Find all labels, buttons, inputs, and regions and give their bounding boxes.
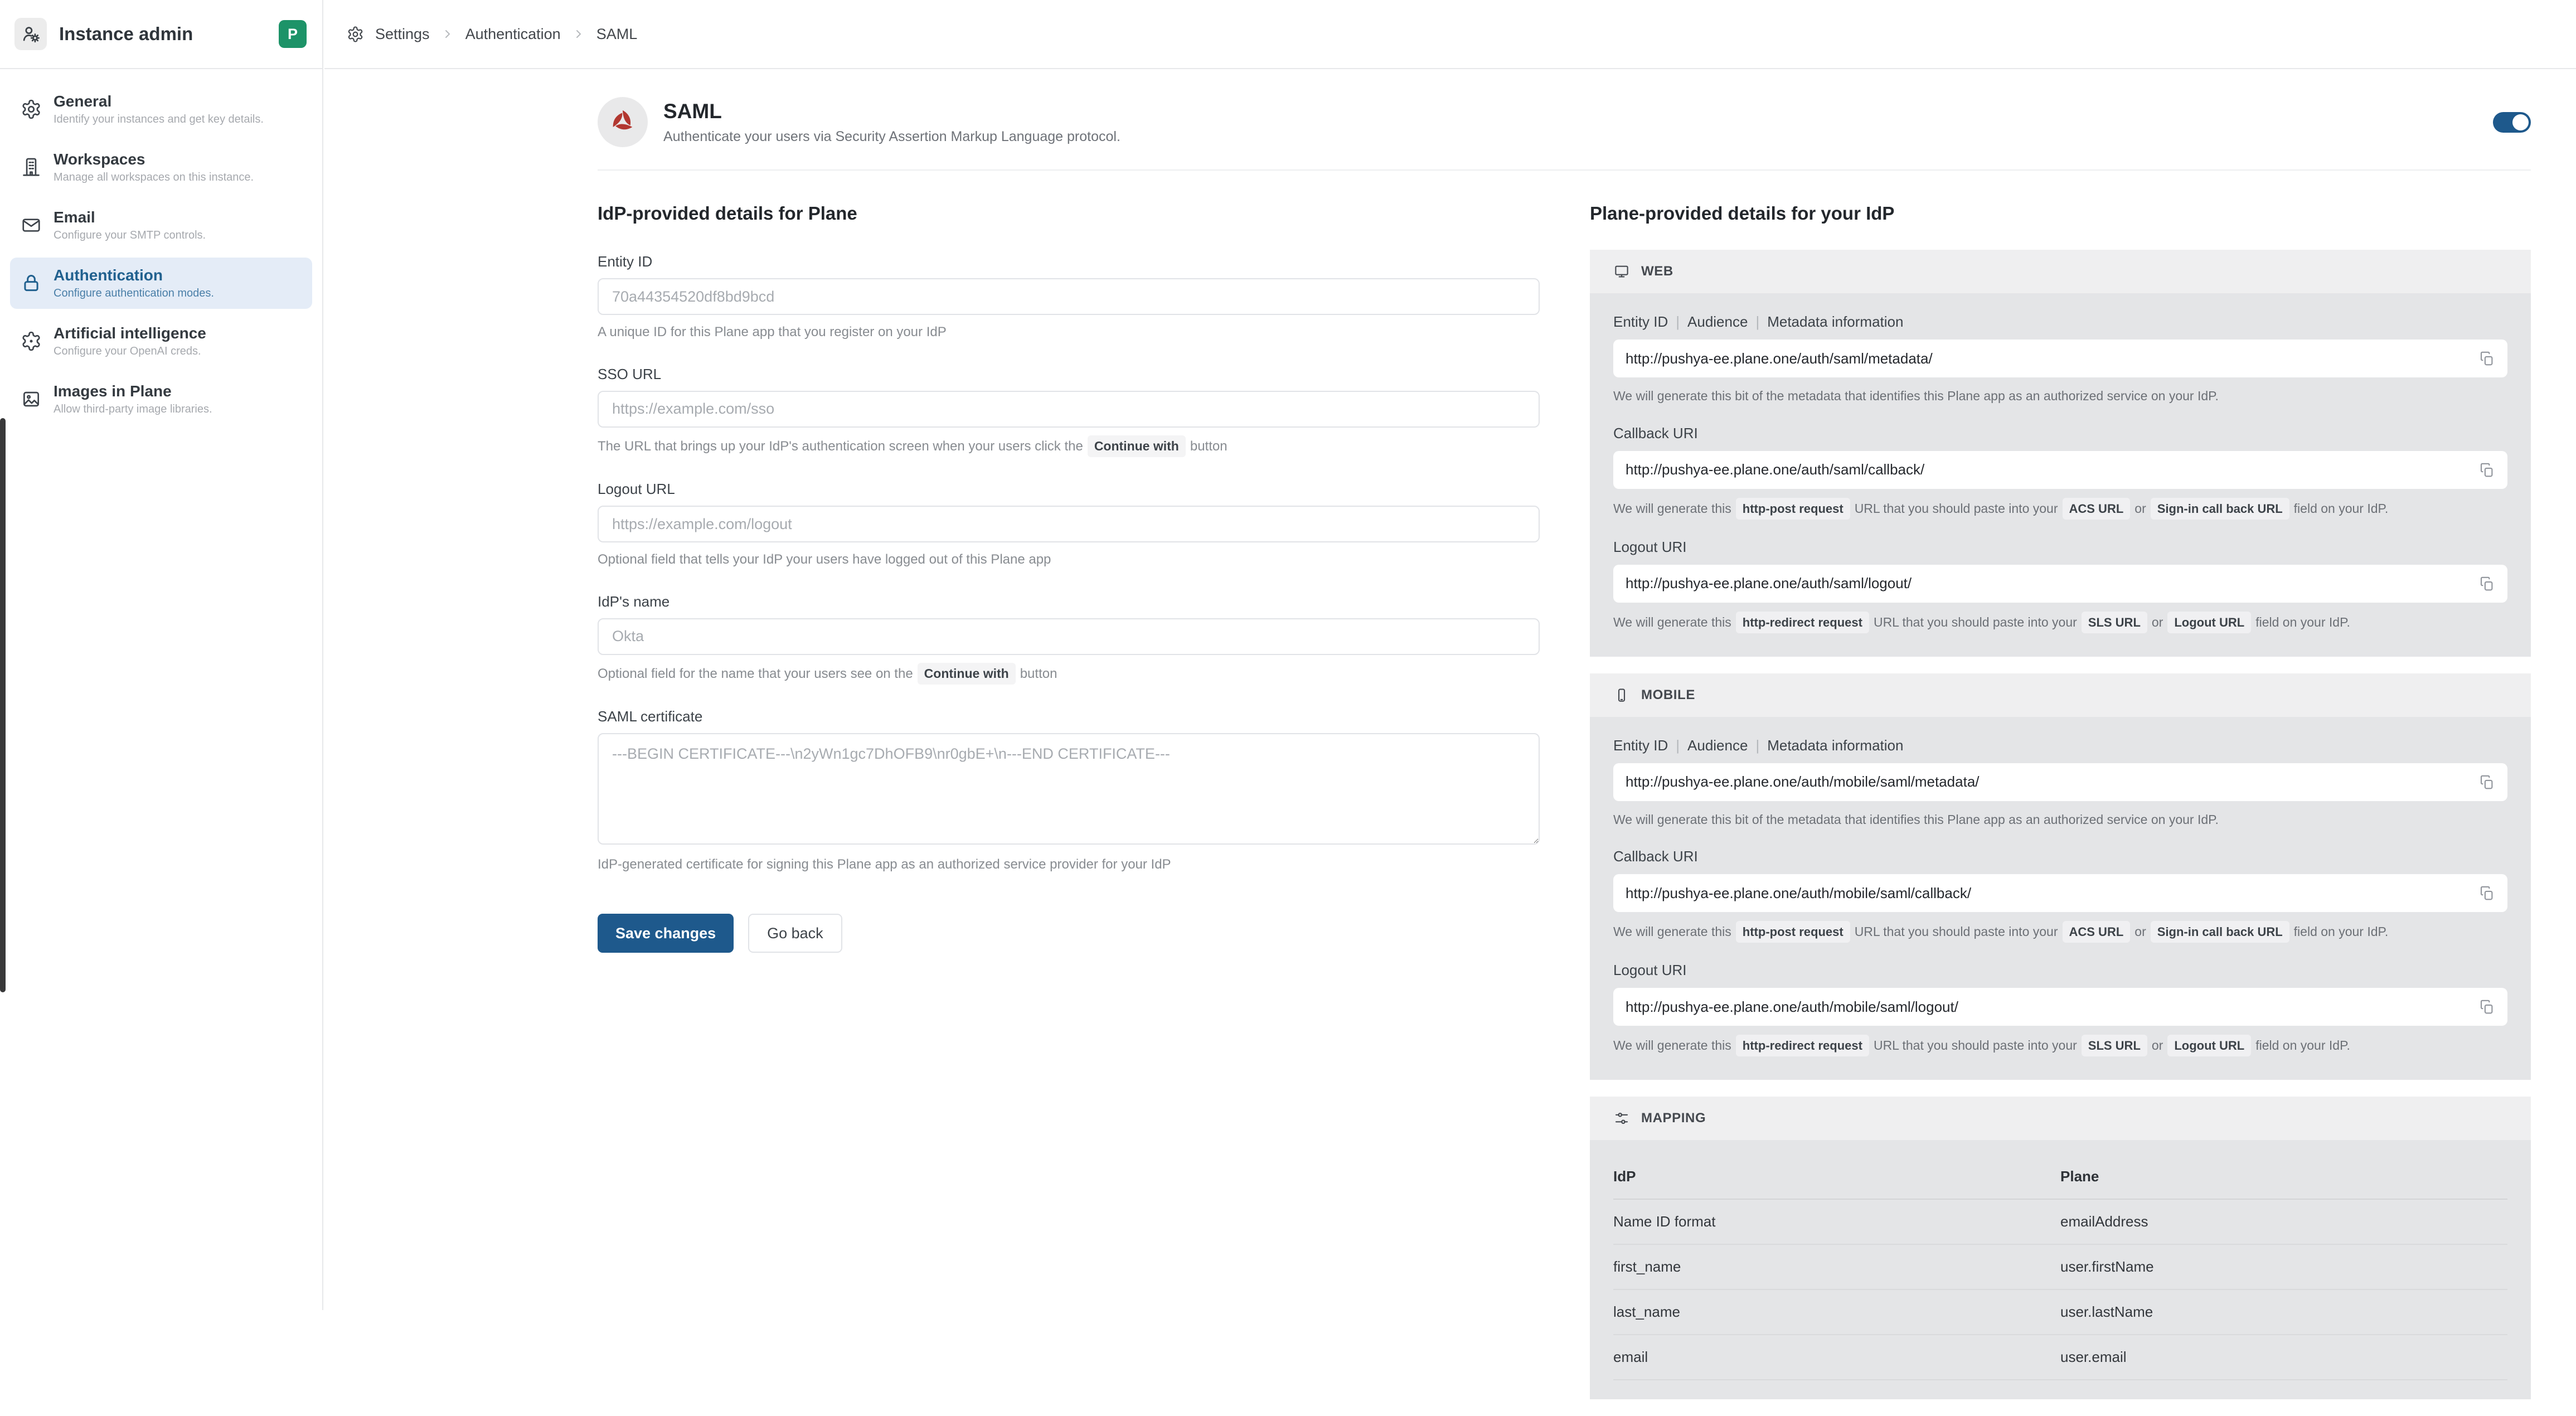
sidebar-item-images-in-plane[interactable] <box>10 374 312 425</box>
web-card-header <box>1590 250 2531 293</box>
monitor-icon <box>1613 263 1630 280</box>
breadcrumb-settings[interactable]: Settings <box>375 25 430 42</box>
mobile-entity-value-row <box>1613 763 2507 801</box>
plane-details-panel <box>1590 203 2531 1416</box>
sidebar-item-label: Artificial intelligence <box>54 324 206 342</box>
mobile-callback-label: Callback URI <box>1613 848 1698 865</box>
sidebar <box>0 0 323 1310</box>
idp-name-label: IdP's name <box>598 593 670 610</box>
sidebar-item-general[interactable] <box>10 84 312 135</box>
copy-icon[interactable] <box>2478 774 2495 791</box>
web-logout-help: We will generate this http-redirect request URL that you should paste into your SLS URL or Logout URL field on your IdP. <box>1613 612 2507 633</box>
sidebar-item-label: Images in Plane <box>54 382 172 400</box>
mobile-card-header <box>1590 673 2531 717</box>
web-entity-value-row <box>1613 340 2507 377</box>
sidebar-item-desc: Configure your SMTP controls. <box>54 229 206 241</box>
chevron-right-icon <box>441 27 454 41</box>
sso-url-input[interactable] <box>598 391 1540 428</box>
building-icon <box>19 157 43 178</box>
idp-name-input[interactable] <box>598 618 1540 655</box>
image-icon <box>19 389 43 410</box>
sidebar-item-label: Workspaces <box>54 151 145 168</box>
go-back-button[interactable]: Go back <box>748 914 842 953</box>
logout-url-input[interactable] <box>598 506 1540 542</box>
idp-details-form <box>598 203 1540 1416</box>
breadcrumb-saml: SAML <box>596 25 638 42</box>
mapping-card-title: MAPPING <box>1641 1111 1706 1126</box>
sidebar-item-label: Email <box>54 208 95 226</box>
web-callback-label: Callback URI <box>1613 424 1698 442</box>
main-area <box>324 0 2576 1365</box>
copy-icon[interactable] <box>2478 575 2495 592</box>
mapping-card <box>1590 1097 2531 1399</box>
sliders-icon <box>1613 1110 1630 1127</box>
copy-icon[interactable] <box>2478 350 2495 367</box>
table-row: email user.email <box>1613 1335 2507 1380</box>
mapping-table <box>1590 1140 2531 1399</box>
web-entity-help: We will generate this bit of the metadata that identifies this Plane app as an authorized service on your IdP. <box>1613 389 2219 403</box>
form-heading: IdP-provided details for Plane <box>598 203 857 224</box>
mobile-card-title: MOBILE <box>1641 687 1695 702</box>
web-logout-value[interactable] <box>1626 575 2470 592</box>
saml-certificate-textarea[interactable] <box>598 733 1540 845</box>
avatar[interactable]: P <box>279 20 307 48</box>
mobile-callback-value-row <box>1613 874 2507 912</box>
web-entity-value[interactable] <box>1626 350 2470 367</box>
sidebar-item-desc: Configure your OpenAI creds. <box>54 345 201 357</box>
user-gear-icon <box>20 23 41 45</box>
page-title: SAML <box>663 99 722 123</box>
sidebar-item-desc: Identify your instances and get key details. <box>54 113 264 125</box>
mobile-entity-help: We will generate this bit of the metadata that identifies this Plane app as an authorized service on your IdP. <box>1613 812 2219 827</box>
continue-with-chip: Continue with <box>1088 435 1186 457</box>
mapping-header-row <box>1613 1155 2507 1200</box>
copy-icon[interactable] <box>2478 885 2495 901</box>
table-row: last_name user.lastName <box>1613 1290 2507 1335</box>
lock-icon <box>19 273 43 294</box>
page-subtitle: Authenticate your users via Security Assertion Markup Language protocol. <box>663 128 1120 144</box>
mobile-entity-label: Entity ID | Audience | Metadata information <box>1613 736 1904 754</box>
left-scrollbar-thumb[interactable] <box>0 418 6 992</box>
saml-certificate-label: SAML certificate <box>598 708 703 725</box>
mobile-logout-value-row <box>1613 988 2507 1026</box>
copy-icon[interactable] <box>2478 998 2495 1015</box>
saml-logo-icon <box>608 107 638 137</box>
gear-icon <box>19 99 43 120</box>
entity-id-help: A unique ID for this Plane app that you register on your IdP <box>598 324 947 340</box>
ai-cog-icon <box>19 331 43 352</box>
entity-id-input[interactable] <box>598 278 1540 315</box>
sso-url-help: The URL that brings up your IdP's authentication screen when your users click the Continue with button <box>598 435 1540 457</box>
mapping-col-plane: Plane <box>2060 1168 2099 1185</box>
saml-page-header <box>598 97 2531 171</box>
toggle-knob <box>2512 114 2529 130</box>
web-card <box>1590 250 2531 657</box>
mobile-logout-help: We will generate this http-redirect request URL that you should paste into your SLS URL or Logout URL field on your IdP. <box>1613 1035 2507 1056</box>
web-callback-help: We will generate this http-post request URL that you should paste into your ACS URL or Sign-in call back URL field on your IdP. <box>1613 498 2507 520</box>
mobile-logout-value[interactable] <box>1626 998 2470 1016</box>
web-logout-value-row <box>1613 565 2507 603</box>
sidebar-item-email[interactable] <box>10 200 312 251</box>
saml-enabled-toggle[interactable] <box>2493 112 2531 133</box>
chevron-right-icon <box>572 27 585 41</box>
table-row: first_name user.firstName <box>1613 1245 2507 1290</box>
saml-logo-badge <box>598 97 648 147</box>
mobile-entity-value[interactable] <box>1626 773 2470 791</box>
details-heading: Plane-provided details for your IdP <box>1590 203 1895 224</box>
sso-url-label: SSO URL <box>598 365 662 382</box>
sidebar-header <box>0 0 322 69</box>
sidebar-item-authentication[interactable] <box>10 258 312 309</box>
saml-certificate-help: IdP-generated certificate for signing this Plane app as an authorized service provider for your IdP <box>598 857 1171 872</box>
logout-url-help: Optional field that tells your IdP your users have logged out of this Plane app <box>598 552 1051 568</box>
app-title: Instance admin <box>59 23 193 44</box>
mobile-card <box>1590 673 2531 1080</box>
instance-admin-logo <box>14 18 47 50</box>
table-row: Name ID format emailAddress <box>1613 1200 2507 1245</box>
mapping-col-idp: IdP <box>1613 1168 1636 1185</box>
entity-id-label: Entity ID <box>598 253 653 270</box>
smartphone-icon <box>1613 687 1630 704</box>
sidebar-item-label: General <box>54 93 112 110</box>
continue-with-chip: Continue with <box>918 663 1016 685</box>
mobile-callback-value[interactable] <box>1626 885 2470 902</box>
web-card-title: WEB <box>1641 264 1673 279</box>
sidebar-item-label: Authentication <box>54 266 163 284</box>
web-callback-value-row <box>1613 451 2507 489</box>
topbar <box>324 0 2576 69</box>
breadcrumb-authentication[interactable]: Authentication <box>465 25 561 42</box>
sidebar-nav <box>0 69 322 446</box>
sidebar-item-workspaces[interactable] <box>10 142 312 193</box>
mapping-card-header <box>1590 1097 2531 1140</box>
web-callback-value[interactable] <box>1626 461 2470 478</box>
settings-gear-icon <box>347 26 364 43</box>
web-logout-label: Logout URI <box>1613 538 1687 555</box>
sidebar-item-desc: Manage all workspaces on this instance. <box>54 171 254 183</box>
mail-icon <box>19 215 43 236</box>
breadcrumb <box>347 26 637 43</box>
copy-icon[interactable] <box>2478 462 2495 478</box>
sidebar-item-desc: Allow third-party image libraries. <box>54 403 212 415</box>
mobile-logout-label: Logout URI <box>1613 962 1687 978</box>
mobile-callback-help: We will generate this http-post request URL that you should paste into your ACS URL or Sign-in call back URL field on your IdP. <box>1613 921 2507 943</box>
logout-url-label: Logout URL <box>598 481 675 498</box>
sidebar-item-artificial-intelligence[interactable] <box>10 316 312 367</box>
sidebar-item-desc: Configure authentication modes. <box>54 287 214 299</box>
idp-name-help: Optional field for the name that your users see on the Continue with button <box>598 663 1540 685</box>
web-entity-label: Entity ID | Audience | Metadata information <box>1613 313 1904 330</box>
content <box>324 69 2576 1416</box>
save-changes-button[interactable]: Save changes <box>598 914 734 953</box>
